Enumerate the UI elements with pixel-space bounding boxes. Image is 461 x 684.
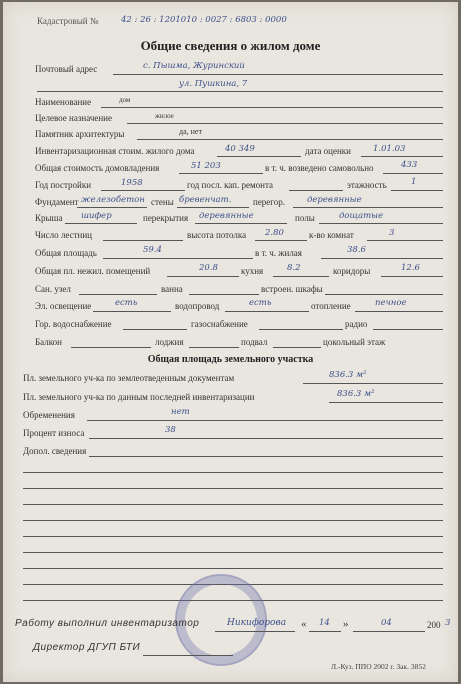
blank-line [23,488,443,489]
heating-value: печное [375,298,407,308]
floors-value: 1 [411,177,417,187]
year-label: Год постройки [35,180,92,190]
land-by-inv-line [329,402,443,403]
wardrobe-label: встроен. шкафы [261,284,323,294]
living-label: в т. ч. жилая [255,248,302,258]
hotwater-line [123,329,187,330]
self-built-label: в т. ч. возведено самовольно [265,163,374,173]
basement-label: подвал [241,337,268,347]
walls-value: бревенчат. [179,195,232,205]
radio-label: радио [345,319,368,329]
water-label: водопровод [175,301,220,311]
burden-line [87,420,443,421]
blank-line [23,552,443,553]
stairs-label: Число лестниц [35,230,92,240]
rooms-value: 3 [389,228,395,238]
area-line [103,258,253,259]
blank-line [23,536,443,537]
land-by-inv-label: Пл. земельного уч-ка по данным последней инвентаризации [23,392,255,402]
floors-label: этажность [347,180,387,190]
total-cost-label: Общая стоимость домовладения [35,163,160,173]
postal-value-2: ул. Пушкина, 7 [179,79,248,89]
blank-line [23,568,443,569]
ceiling-value: 2.80 [265,228,284,238]
postal-label: Почтовый адрес [35,64,98,74]
date-quote-close: » [343,618,349,630]
year-line [101,190,185,191]
name-line [101,107,443,108]
living-value: 38.6 [347,245,366,255]
corridor-label: коридоры [333,266,371,276]
monument-value: да, нет [179,127,202,136]
area-value: 59.4 [143,245,162,255]
postal-line-2 [37,91,443,92]
eval-date-line [361,156,443,157]
partitions-value: деревянные [307,195,362,205]
inv-cost-label: Инвентаризационная стоим. жилого дома [35,146,195,156]
nonliving-line [167,276,239,277]
foundation-line [77,207,147,208]
rooms-line [367,240,443,241]
water-line [225,311,309,312]
blank-line [23,520,443,521]
cadastral-label: Кадастровый № [37,16,99,26]
land-by-docs-label: Пл. земельного уч-ка по землеотведенным документам [23,373,235,383]
director-line [143,655,233,656]
print-info: Л.-Куз. ППО 2002 г. Зак. 3852 [331,662,426,671]
bathroom-label: Сан. узел [35,284,71,294]
bath-line [189,294,259,295]
director-label: Директор ДГУП БТИ [33,642,141,653]
self-built-value: 433 [401,160,418,170]
wear-value: 38 [165,425,176,435]
walls-line [177,207,249,208]
loggia-line [189,347,239,348]
heating-label: отопление [311,301,351,311]
postal-value-1: с. Пышма, Журинский [143,61,245,71]
stairs-line [103,240,183,241]
wear-line [89,438,443,439]
floor-line [319,223,443,224]
electric-value: есть [115,298,138,308]
form-sheet [3,2,458,682]
year-suffix: 3 [445,618,451,628]
walls-label: стены [151,197,174,207]
radio-line [373,329,443,330]
heating-line [355,311,443,312]
purpose-value: жилое [155,112,174,120]
kitchen-label: кухня [241,266,264,276]
balcony-label: Балкон [35,337,62,347]
extra-label: Допол. сведения [23,446,87,456]
area-label: Общая площадь [35,248,97,258]
floor-value: дощатые [339,211,384,221]
work-label: Работу выполнил инвентаризатор [15,618,200,629]
name-label: Наименование [35,97,92,107]
floors-over-value: деревянные [199,211,254,221]
wardrobe-line [325,294,443,295]
nonliving-label: Общая пл. нежил. помещений [35,266,151,276]
floor-label: полы [295,213,315,223]
wear-label: Процент износа [23,428,85,438]
page-title: Общие сведения о жилом доме [140,38,321,53]
rooms-label: к-во комнат [309,230,354,240]
land-by-inv-value: 836.3 м² [337,389,375,399]
ceiling-label: высота потолка [187,230,247,240]
electric-line [93,311,171,312]
inspector-name: Никифорова [227,618,287,628]
floors-over-label: перекрытия [143,213,189,223]
gas-label: газоснабжение [191,319,248,329]
hotwater-label: Гор. водоснабжение [35,319,112,329]
month-value: 04 [381,618,392,628]
total-cost-line [179,173,263,174]
living-line [321,258,443,259]
gas-line [259,329,343,330]
total-cost-value: 51 203 [191,161,221,171]
eval-date-label: дата оценки [305,146,351,156]
cadastral-value: 42 : 26 : 1201010 : 0027 : 6803 : 0000 [121,15,287,25]
month-line [353,631,425,632]
loggia-label: лоджия [155,337,184,347]
floors-line [391,190,443,191]
land-by-docs-value: 836.3 м² [329,370,367,380]
day-line [309,631,341,632]
postal-line-1 [113,74,443,75]
foundation-label: Фундамент [35,197,79,207]
bath-label: ванна [161,284,183,294]
self-built-line [383,173,443,174]
basefloor-label: цокольный этаж [323,337,386,347]
repair-line [289,190,343,191]
balcony-line [71,347,151,348]
land-section-title: Общая площадь земельного участка [147,354,314,365]
year-value: 1958 [121,178,143,188]
date-quote-open: « [301,618,307,630]
purpose-line [127,123,443,124]
repair-label: год посл. кап. ремонта [187,180,274,190]
roof-value: шифер [81,211,112,221]
year-prefix: 200 [427,620,441,630]
day-value: 14 [319,618,330,628]
kitchen-value: 8.2 [287,263,301,273]
nonliving-value: 20.8 [199,263,218,273]
land-by-docs-line [303,383,443,384]
ceiling-line [255,240,307,241]
corridor-value: 12.6 [401,263,420,273]
inv-cost-line [217,156,301,157]
burden-value: нет [171,407,190,417]
blank-line [23,504,443,505]
partitions-label: перегор. [253,197,286,207]
foundation-value: железобетон [81,195,145,205]
basement-line [273,347,321,348]
extra-line-1 [89,456,443,457]
purpose-label: Целевое назначение [35,113,112,123]
monument-line [137,139,443,140]
kitchen-line [273,276,329,277]
bathroom-line [79,294,157,295]
blank-line [23,472,443,473]
inv-cost-value: 40 349 [225,144,255,154]
burden-label: Обременения [23,410,75,420]
corridor-line [381,276,443,277]
monument-label: Памятник архитектуры [35,129,125,139]
eval-date-value: 1.01.03 [373,144,406,154]
roof-line [65,223,137,224]
name-value: дом [119,96,131,104]
roof-label: Крыша [35,213,63,223]
electric-label: Эл. освещение [35,301,92,311]
water-value: есть [249,298,272,308]
floors-over-line [195,223,287,224]
inspector-line [215,631,295,632]
partitions-line [293,207,443,208]
